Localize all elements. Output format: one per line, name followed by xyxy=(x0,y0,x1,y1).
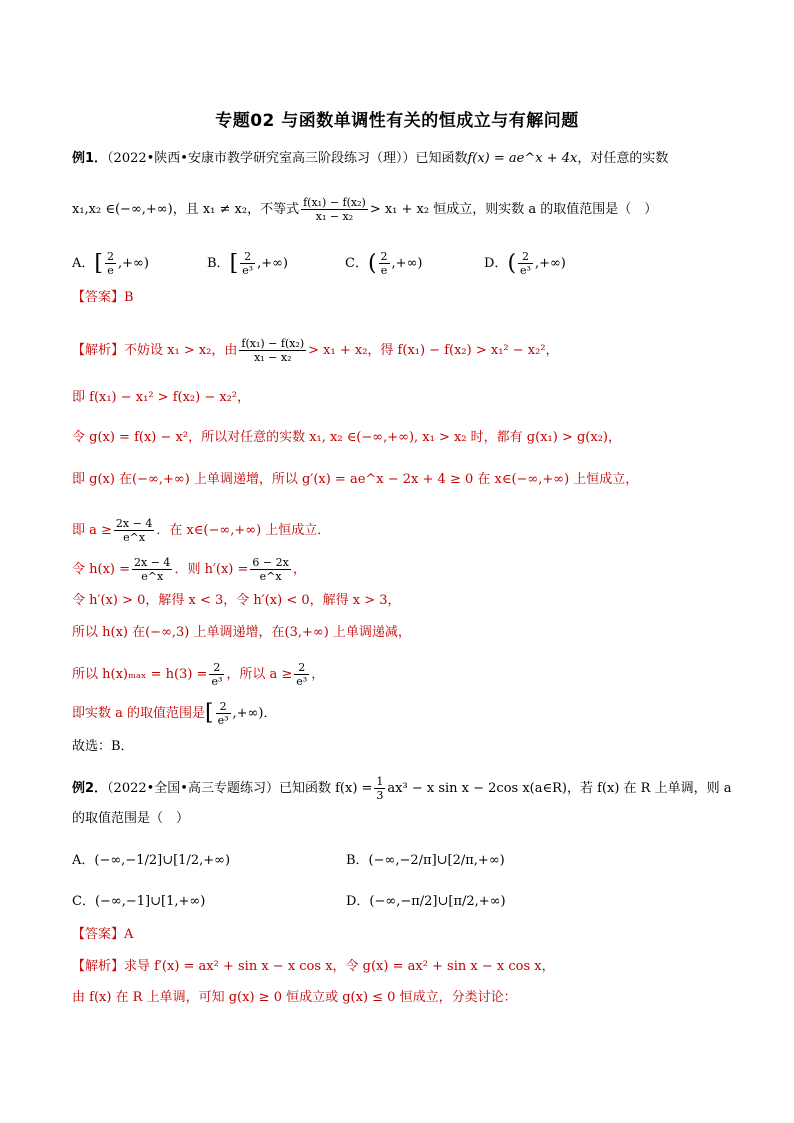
ex2-text: ax³ − x sin x − 2cos x(a∈R)，若 f(x) 在 R 上单调，则 a xyxy=(387,781,732,797)
ex2-option-a: A．(−∞,−1/2]∪[1/2,+∞) xyxy=(72,853,231,868)
ex2-option-c: C．(−∞,−1]∪[1,+∞) xyxy=(72,894,206,909)
bracket-left: [ xyxy=(205,700,214,726)
fraction-numerator: 2 xyxy=(380,250,388,263)
fraction-numerator: 2 xyxy=(240,250,255,264)
ex2-option-b: B．(−∞,−2/π]∪[2/π,+∞) xyxy=(346,853,505,868)
option-interval-end: ,+∞) xyxy=(117,256,149,272)
ex1-step-7: 令 h′(x) > 0，解得 x < 3，令 h′(x) < 0，解得 x > 3， xyxy=(72,593,401,608)
fraction-denominator: 3 xyxy=(376,789,384,803)
fraction-denominator: e^x xyxy=(259,570,282,584)
fraction-numerator: 2 xyxy=(106,250,114,263)
fraction-numerator: f(x₁) − f(x₂) xyxy=(241,337,305,350)
fraction-denominator: e xyxy=(107,264,114,278)
ex1-step-9 xyxy=(72,661,324,688)
ex2-fraction xyxy=(374,775,385,802)
fraction-denominator: e³ xyxy=(242,264,254,278)
page-title: 专题02 与函数单调性有关的恒成立与有解问题 xyxy=(215,111,579,131)
step-text: 求导 f′(x) = ax² + sin x − x cos x，令 g(x) = ax² + sin x − x cos x， xyxy=(124,959,555,974)
option-interval-end: ,+∞) xyxy=(257,256,289,272)
bracket-left: ( xyxy=(507,251,517,277)
ex2-line2: 的取值范围是（ ） xyxy=(72,811,190,826)
ex1-after-fx: ，对任意的实数 xyxy=(577,151,669,166)
bracket-left: ( xyxy=(367,251,377,277)
ex1-function: f(x) = ae^x + 4x xyxy=(467,151,578,166)
fraction-numerator: 2 xyxy=(209,661,224,675)
fraction-numerator: 2 xyxy=(518,250,533,264)
fraction-denominator: x₁ − x₂ xyxy=(254,351,292,365)
fraction-denominator: e^x xyxy=(141,570,164,584)
step-fraction xyxy=(239,337,306,364)
fraction-numerator: 6 − 2x xyxy=(252,556,289,569)
bracket-left: [ xyxy=(94,251,103,277)
step-fraction xyxy=(114,517,154,544)
option-label: A． xyxy=(72,256,95,272)
ex1-step-4: 即 g(x) 在(−∞,+∞) 上单调递增，所以 g′(x) = ae^x − 2x + 4 ≥ 0 在 x∈(−∞,+∞) 上恒成立， xyxy=(72,472,639,487)
option-label: C． xyxy=(345,256,368,272)
ex1-line2 xyxy=(72,196,657,223)
ex1-step-2: 即 f(x₁) − x₁² > f(x₂) − x₂²， xyxy=(72,390,251,405)
option-fraction xyxy=(379,250,390,277)
fraction-numerator: 2 xyxy=(216,700,231,714)
analysis-tag: 【解析】 xyxy=(72,959,125,974)
ex1-option-c xyxy=(345,250,422,277)
step-fraction xyxy=(209,661,224,688)
ex1-conclusion: 故选：B． xyxy=(72,739,134,754)
fraction-denominator: e³ xyxy=(296,675,308,689)
answer-tag: 【答案】 xyxy=(72,927,125,942)
ex2-label: 例2． xyxy=(72,781,108,797)
ex1-inequality-fraction xyxy=(301,196,368,223)
ex1-step-5 xyxy=(72,517,330,544)
fraction-numerator: 2x − 4 xyxy=(115,517,153,530)
ex2-answer xyxy=(72,928,133,941)
answer-value: A xyxy=(124,927,134,942)
fraction-numerator: 2 xyxy=(294,661,309,675)
step-fraction xyxy=(250,556,290,583)
ex1-step-1 xyxy=(72,337,559,364)
ex1-answer xyxy=(72,291,134,304)
step-text: ， xyxy=(311,667,325,683)
ex1-line2-text-a: x₁,x₂ ∈(−∞,+∞)，且 x₁ ≠ x₂，不等式 xyxy=(72,202,300,218)
fraction-denominator: e³ xyxy=(520,264,531,278)
answer-tag: 【答案】 xyxy=(72,290,125,305)
ex2-line1 xyxy=(72,775,731,802)
option-fraction xyxy=(518,250,533,277)
step-text: 令 h(x) = xyxy=(72,562,131,578)
option-interval-end: ,+∞) xyxy=(391,256,423,272)
ex1-line1 xyxy=(72,152,668,165)
fraction-denominator: x₁ − x₂ xyxy=(315,210,354,224)
step-text: ， xyxy=(292,562,306,578)
option-label: D． xyxy=(484,256,508,272)
analysis-tag: 【解析】 xyxy=(72,343,125,359)
step-fraction xyxy=(216,700,231,727)
fraction-numerator: 2x − 4 xyxy=(134,556,171,569)
ex1-option-b xyxy=(207,250,288,277)
ex1-label: 例1． xyxy=(72,151,108,166)
ex1-step-3: 令 g(x) = f(x) − x²，所以对任意的实数 x₁, x₂ ∈(−∞,+∞), x₁ > x₂ 时，都有 g(x₁) > g(x₂)， xyxy=(72,430,621,445)
fraction-denominator: e³ xyxy=(211,675,223,689)
step-text: ．则 h′(x) = xyxy=(174,562,249,578)
ex2-text: （2022•全国•高三专题练习）已知函数 f(x) = xyxy=(107,781,373,797)
fraction-denominator: e³ xyxy=(217,714,229,728)
ex1-step-8: 所以 h(x) 在(−∞,3) 上单调递增，在(3,+∞) 上单调递减， xyxy=(72,625,411,640)
ex1-step-6 xyxy=(72,556,306,583)
answer-value: B xyxy=(124,290,134,305)
bracket-left: [ xyxy=(229,251,239,277)
step-text: ．在 x∈(−∞,+∞) 上恒成立． xyxy=(156,523,331,539)
ex2-step-2: 由 f(x) 在 R 上单调，可知 g(x) ≥ 0 恒成立或 g(x) ≤ 0 恒成立，分类讨论： xyxy=(72,990,517,1005)
fraction-denominator: e xyxy=(380,264,388,278)
ex1-option-a xyxy=(72,250,149,277)
ex1-option-d xyxy=(484,250,566,277)
step-text: 即 a ≥ xyxy=(72,523,112,539)
ex2-step-1 xyxy=(72,960,555,973)
ex1-line2-text-b: > x₁ + x₂ 恒成立，则实数 a 的取值范围是（ ） xyxy=(369,202,658,218)
ex1-source: （2022•陕西•安康市教学研究室高三阶段练习（理））已知函数 xyxy=(107,151,468,166)
option-fraction xyxy=(240,250,255,277)
ex2-option-d: D．(−∞,−π/2]∪[π/2,+∞) xyxy=(346,894,506,909)
fraction-numerator: 1 xyxy=(376,775,384,788)
step-fraction xyxy=(132,556,172,583)
ex1-step-10 xyxy=(72,700,276,727)
fraction-numerator: f(x₁) − f(x₂) xyxy=(303,196,366,209)
step-text: 即实数 a 的取值范围是 xyxy=(72,706,206,722)
step-fraction xyxy=(294,661,309,688)
option-fraction xyxy=(105,250,116,277)
option-interval-end: ,+∞) xyxy=(534,256,566,272)
step-text: ,+∞)． xyxy=(232,706,277,722)
step-text: ，所以 a ≥ xyxy=(226,667,293,683)
step-text: 不妨设 x₁ > x₂，由 xyxy=(124,343,238,359)
fraction-denominator: e^x xyxy=(123,531,146,545)
step-text: > x₁ + x₂，得 f(x₁) − f(x₂) > x₁² − x₂²， xyxy=(308,343,559,359)
step-text: 所以 h(x)ₘₐₓ = h(3) = xyxy=(72,667,208,683)
option-label: B． xyxy=(207,256,230,272)
